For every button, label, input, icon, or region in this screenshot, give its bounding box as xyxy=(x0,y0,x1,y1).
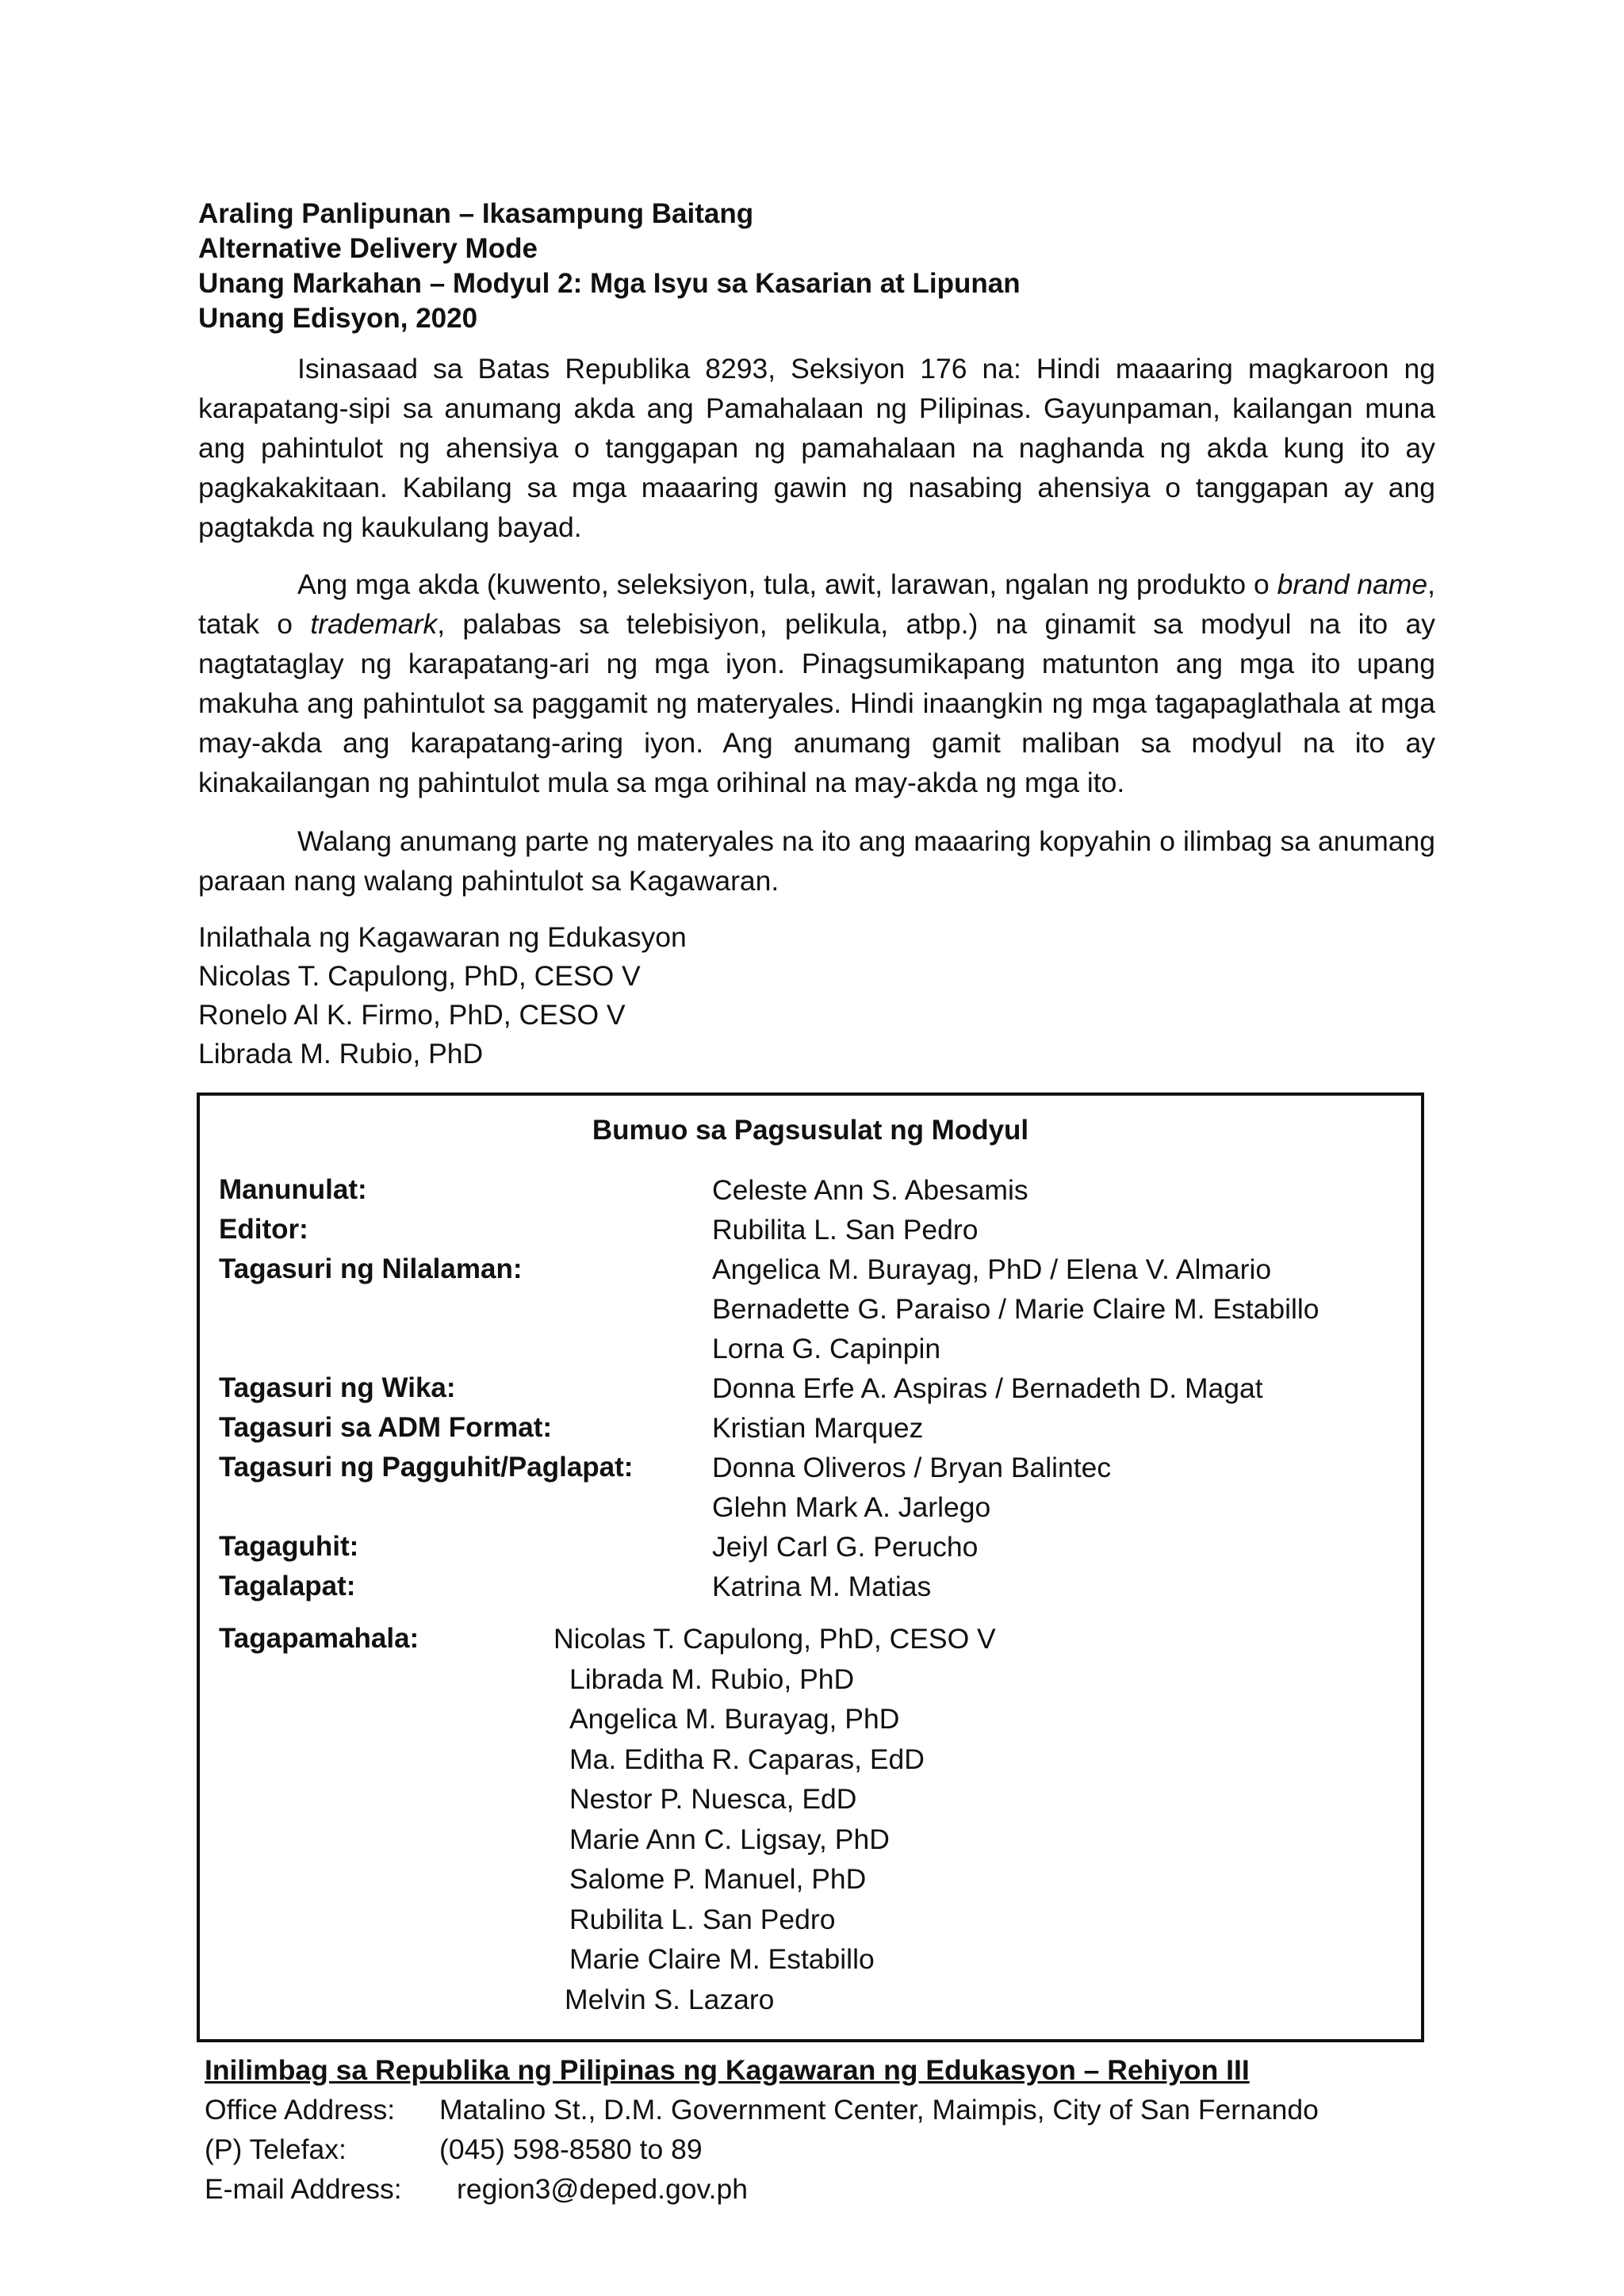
managers-role: Tagapamahala: xyxy=(219,1623,419,1654)
credit-role: Tagalapat: xyxy=(219,1571,356,1601)
credit-role: Tagasuri ng Wika: xyxy=(219,1372,456,1403)
credit-name: Glehn Mark A. Jarlego xyxy=(712,1491,991,1523)
credit-names xyxy=(712,1408,923,1448)
publisher-official: Librada M. Rubio, PhD xyxy=(198,1038,484,1070)
brand-name-term: brand name xyxy=(1277,568,1428,600)
email-row xyxy=(205,2169,1250,2209)
printing-footer xyxy=(205,2050,1319,2209)
credit-role: Editor: xyxy=(219,1214,308,1245)
reproduction-paragraph-text: Walang anumang parte ng materyales na ito ang maaaring kopyahin o ilimbag sa anumang paraan nang walang pahintulot sa Kagawaran. xyxy=(198,825,1435,897)
credit-role: Manunulat: xyxy=(219,1174,367,1205)
document-header xyxy=(198,197,1021,336)
publisher-official: Ronelo Al K. Firmo, PhD, CESO V xyxy=(198,999,626,1031)
credit-name: Katrina M. Matias xyxy=(712,1571,932,1602)
manager-name: Nicolas T. Capulong, PhD, CESO V xyxy=(553,1623,996,1655)
credit-role: Tagasuri ng Nilalaman: xyxy=(219,1253,523,1284)
credits-box xyxy=(197,1093,1424,2042)
credit-names xyxy=(712,1210,978,1249)
trademark-text-b: , tatak o xyxy=(198,568,1436,640)
module-title-line: Unang Markahan – Modyul 2: Mga Isyu sa Kasarian at Lipunan xyxy=(198,268,1021,299)
subject-grade-line: Araling Panlipunan – Ikasampung Baitang xyxy=(198,198,754,229)
manager-name: Salome P. Manuel, PhD xyxy=(569,1863,867,1895)
office-address-row xyxy=(205,2090,1319,2130)
trademark-text-a: Ang mga akda (kuwento, seleksiyon, tula, awit, larawan, ngalan ng produkto o xyxy=(297,568,1277,600)
credit-name: Celeste Ann S. Abesamis xyxy=(712,1174,1028,1206)
credit-name: Lorna G. Capinpin xyxy=(712,1333,941,1364)
email-value: region3@deped.gov.ph xyxy=(457,2173,748,2205)
credit-names xyxy=(712,1368,1263,1408)
credit-names xyxy=(712,1249,1320,1368)
credit-names xyxy=(712,1170,1028,1210)
credit-name: Donna Oliveros / Bryan Balintec xyxy=(712,1452,1112,1483)
office-address-label: Office Address: xyxy=(205,2094,396,2126)
credit-names xyxy=(712,1527,978,1567)
credit-names xyxy=(712,1567,931,1606)
telefax-label: (P) Telefax: xyxy=(205,2133,347,2165)
delivery-mode-line: Alternative Delivery Mode xyxy=(198,233,538,264)
manager-name: Ma. Editha R. Caparas, EdD xyxy=(569,1743,925,1775)
trademark-text-c: , palabas sa telebisiyon, pelikula, atbp.) na ginamit sa modyul na ito ay nagtataglay ng karapatang-ari ng mga iyon. Pinagsumikapang matunton ang mga ito upang makuha ang pahintulot sa paggamit ng materyales. Hindi inaangkin ng mga tagapaglathala at mga may-akda ang karapatang-aring iyon. Ang anumang gamit maliban sa modyul na ito ay kinakailangan ng pahintulot mula sa mga orihinal na may-akda ng mga ito. xyxy=(198,608,1436,798)
publisher-official: Nicolas T. Capulong, PhD, CESO V xyxy=(198,960,641,992)
credit-names xyxy=(712,1448,1111,1527)
manager-name: Librada M. Rubio, PhD xyxy=(569,1663,855,1695)
credits-title: Bumuo sa Pagsusulat ng Modyul xyxy=(592,1115,1029,1146)
trademark-paragraph xyxy=(198,564,1435,802)
email-label: E-mail Address: xyxy=(205,2173,402,2205)
manager-name: Angelica M. Burayag, PhD xyxy=(569,1703,900,1735)
manager-name: Rubilita L. San Pedro xyxy=(569,1903,836,1935)
trademark-term: trademark xyxy=(310,608,438,640)
managers-list xyxy=(553,1619,996,2019)
manager-name: Melvin S. Lazaro xyxy=(565,1983,775,2015)
publisher-line: Inilathala ng Kagawaran ng Edukasyon xyxy=(198,921,687,953)
credit-role: Tagasuri sa ADM Format: xyxy=(219,1412,553,1443)
credit-name: Donna Erfe A. Aspiras / Bernadeth D. Magat xyxy=(712,1372,1263,1404)
telefax-value: (045) 598-8580 to 89 xyxy=(439,2133,703,2165)
publisher-block xyxy=(198,918,687,1073)
office-address-value: Matalino St., D.M. Government Center, Maimpis, City of San Fernando xyxy=(439,2094,1319,2126)
edition-line: Unang Edisyon, 2020 xyxy=(198,303,478,334)
credit-name: Bernadette G. Paraiso / Marie Claire M. Estabillo xyxy=(712,1293,1320,1325)
manager-name: Marie Ann C. Ligsay, PhD xyxy=(569,1823,890,1855)
reproduction-paragraph xyxy=(198,821,1435,901)
telefax-row xyxy=(205,2130,1250,2169)
credit-role: Tagasuri ng Pagguhit/Paglapat: xyxy=(219,1452,634,1483)
manager-name: Nestor P. Nuesca, EdD xyxy=(569,1783,857,1815)
copyright-paragraph xyxy=(198,349,1435,547)
copyright-paragraph-text: Isinasaad sa Batas Republika 8293, Seksiyon 176 na: Hindi maaaring magkaroon ng karapatang-sipi sa anumang akda ang Pamahalaan ng Pilipinas. Gayunpaman, kailangan muna ang pahintulot ng ahensiya o tanggapan ng pamahalaan na naghanda ng akda kung ito ay pagkakakitaan. Kabilang sa mga maaaring gawin ng nasabing ahensiya o tanggapan ay ang pagtakda ng kaukulang bayad. xyxy=(198,353,1435,543)
credit-name: Rubilita L. San Pedro xyxy=(712,1214,979,1246)
credit-name: Jeiyl Carl G. Perucho xyxy=(712,1531,979,1563)
manager-name: Marie Claire M. Estabillo xyxy=(569,1943,875,1975)
credit-name: Kristian Marquez xyxy=(712,1412,924,1444)
printed-by-title: Inilimbag sa Republika ng Pilipinas ng Kagawaran ng Edukasyon – Rehiyon III xyxy=(205,2054,1250,2086)
credit-role: Tagaguhit: xyxy=(219,1531,359,1562)
credit-name: Angelica M. Burayag, PhD / Elena V. Almario xyxy=(712,1253,1272,1285)
